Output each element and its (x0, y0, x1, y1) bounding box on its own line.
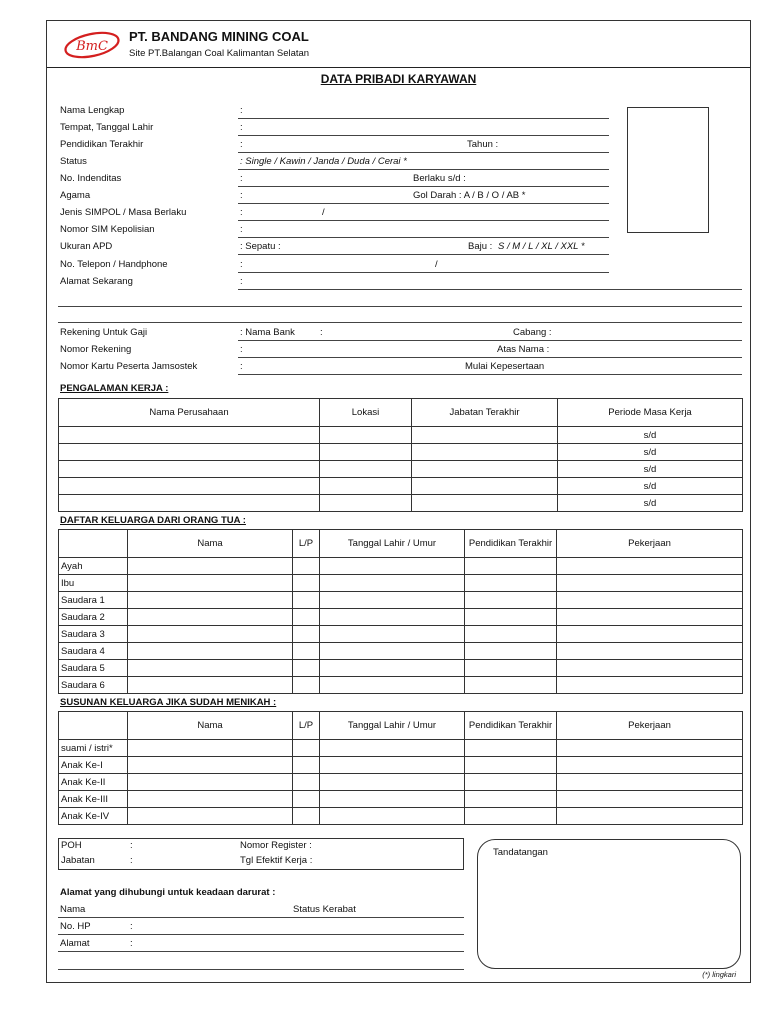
label-baju: Baju : (468, 241, 493, 252)
header-pendidikan: Pendidikan Terakhir (465, 530, 557, 558)
row-label: suami / istri* (59, 740, 128, 757)
table-row (59, 626, 743, 643)
label-darurat-nama: Nama (60, 904, 86, 915)
header-nama: Nama (128, 712, 293, 740)
field-apd (238, 254, 609, 255)
form-page (46, 20, 751, 983)
table-row (59, 427, 743, 444)
field-pendidikan[interactable] (238, 152, 609, 153)
field-darurat-nama[interactable] (58, 917, 464, 918)
label-jabatan: Jabatan (61, 855, 95, 866)
header-tanggal-lahir: Tanggal Lahir / Umur (320, 530, 465, 558)
row-label: Ibu (59, 575, 128, 592)
status-options[interactable]: : Single / Kawin / Janda / Duda / Cerai * (240, 156, 407, 167)
field-darurat-alamat[interactable] (58, 951, 464, 952)
table-row (59, 478, 743, 495)
slash: / (435, 259, 438, 270)
label-jamsostek: Nomor Kartu Peserta Jamsostek (60, 361, 198, 372)
row-label: Saudara 6 (59, 677, 128, 694)
field-alamat-line2[interactable] (58, 306, 742, 307)
field-ttl[interactable] (238, 135, 609, 136)
field-darurat-hp[interactable] (58, 934, 464, 935)
header-lp: L/P (293, 530, 320, 558)
table-row (59, 643, 743, 660)
colon: : (240, 361, 243, 372)
label-efektif: Tgl Efektif Kerja : (240, 855, 313, 866)
colon: : (240, 276, 243, 287)
experience-table (58, 398, 743, 512)
header-pekerjaan: Pekerjaan (557, 530, 743, 558)
footnote: (*) lingkari (702, 970, 736, 979)
label-rekening: Rekening Untuk Gaji (60, 327, 148, 338)
label-berlaku: Berlaku s/d : (413, 173, 466, 184)
label-kepesertaan: Mulai Kepesertaan (465, 361, 545, 372)
colon: : (240, 122, 243, 133)
cell-sd[interactable]: s/d (558, 478, 743, 495)
table-row (59, 808, 743, 825)
field-simpol[interactable] (238, 220, 609, 221)
section-pengalaman: PENGALAMAN KERJA : (60, 383, 169, 394)
cell-sd[interactable]: s/d (558, 495, 743, 512)
gol-darah-options[interactable]: Gol Darah : A / B / O / AB * (413, 190, 526, 201)
company-site: Site PT.Balangan Coal Kalimantan Selatan (129, 48, 310, 59)
row-label: Saudara 4 (59, 643, 128, 660)
label-alamat: Alamat Sekarang (60, 276, 133, 287)
table-row (59, 677, 743, 694)
row-label: Anak Ke-II (59, 774, 128, 791)
header-jabatan: Jabatan Terakhir (412, 399, 558, 427)
header-lp: L/P (293, 712, 320, 740)
table-row (59, 592, 743, 609)
header-nama-perusahaan: Nama Perusahaan (59, 399, 320, 427)
header-periode: Periode Masa Kerja (558, 399, 743, 427)
label-nama: Nama Lengkap (60, 105, 125, 116)
row-label: Anak Ke-I (59, 757, 128, 774)
field-alamat[interactable] (238, 289, 742, 290)
colon: : (130, 855, 133, 866)
colon: : (240, 190, 243, 201)
header-tanggal-lahir: Tanggal Lahir / Umur (320, 712, 465, 740)
label-cabang: Cabang : (513, 327, 552, 338)
label-ttl: Tempat, Tanggal Lahir (60, 122, 154, 133)
field-identitas[interactable] (238, 186, 609, 187)
field-jamsostek[interactable] (238, 374, 742, 375)
label-status-kerabat: Status Kerabat (293, 904, 356, 915)
table-row (59, 558, 743, 575)
row-label: Anak Ke-IV (59, 808, 128, 825)
section-divider (58, 322, 742, 323)
page-title: DATA PRIBADI KARYAWAN (320, 72, 477, 86)
header-nama: Nama (128, 530, 293, 558)
colon: : (130, 840, 133, 851)
label-darurat-hp: No. HP (60, 921, 91, 932)
label-poh: POH (61, 840, 82, 851)
table-row (59, 774, 743, 791)
label-nomor-rekening: Nomor Rekening (60, 344, 132, 355)
section-darurat: Alamat yang dihubungi untuk keadaan darurat : (60, 887, 276, 898)
colon: : (240, 173, 243, 184)
colon: : (240, 105, 243, 116)
signature-box[interactable] (477, 839, 741, 969)
table-row (59, 660, 743, 677)
table-row (59, 791, 743, 808)
svg-text:BmC: BmC (76, 39, 108, 54)
row-label: Ayah (59, 558, 128, 575)
row-label: Anak Ke-III (59, 791, 128, 808)
colon: : (130, 938, 133, 949)
table-row (59, 609, 743, 626)
table-row (59, 495, 743, 512)
table-row (59, 461, 743, 478)
slash: / (322, 207, 325, 218)
field-sim[interactable] (238, 237, 609, 238)
table-row (59, 575, 743, 592)
photo-box (627, 107, 709, 233)
colon: : (130, 921, 133, 932)
label-status: Status (60, 156, 87, 167)
row-label: Saudara 2 (59, 609, 128, 626)
label-identitas: No. Indenditas (60, 173, 122, 184)
label-telepon: No. Telepon / Handphone (60, 259, 168, 270)
field-bank[interactable] (238, 340, 742, 341)
field-agama[interactable] (238, 203, 609, 204)
label-tandatangan: Tandatangan (493, 847, 548, 858)
label-sim: Nomor SIM Kepolisian (60, 224, 155, 235)
field-nama[interactable] (238, 118, 609, 119)
field-darurat-alamat-line2[interactable] (58, 969, 464, 970)
label-simpol: Jenis SIMPOL / Masa Berlaku (60, 207, 187, 218)
field-telepon[interactable] (238, 272, 609, 273)
company-logo (61, 29, 123, 61)
colon: : (240, 259, 243, 270)
label-darurat-alamat: Alamat (60, 938, 90, 949)
colon: : (240, 224, 243, 235)
label-nama-bank: : Nama Bank (240, 327, 295, 338)
married-table (58, 711, 743, 825)
cell-sd[interactable]: s/d (558, 427, 743, 444)
header-pekerjaan: Pekerjaan (557, 712, 743, 740)
table-row (59, 757, 743, 774)
colon: : (240, 207, 243, 218)
colon: : (240, 139, 243, 150)
table-row (59, 740, 743, 757)
section-menikah: SUSUNAN KELUARGA JIKA SUDAH MENIKAH : (60, 697, 277, 708)
label-register: Nomor Register : (240, 840, 312, 851)
field-nomor-rekening[interactable] (238, 357, 742, 358)
header-pendidikan: Pendidikan Terakhir (465, 712, 557, 740)
row-label: Saudara 3 (59, 626, 128, 643)
section-keluarga: DAFTAR KELUARGA DARI ORANG TUA : (60, 515, 246, 526)
family-table (58, 529, 743, 694)
header-divider (47, 67, 750, 68)
baju-options[interactable]: S / M / L / XL / XXL * (498, 241, 585, 252)
field-status (238, 169, 609, 170)
row-label: Saudara 1 (59, 592, 128, 609)
label-apd: Ukuran APD (60, 241, 113, 252)
label-sepatu: : Sepatu : (240, 241, 281, 252)
label-agama: Agama (60, 190, 91, 201)
cell-sd[interactable]: s/d (558, 444, 743, 461)
row-label: Saudara 5 (59, 660, 128, 677)
cell-sd[interactable]: s/d (558, 461, 743, 478)
table-row (59, 444, 743, 461)
colon: : (240, 344, 243, 355)
header-lokasi: Lokasi (320, 399, 412, 427)
company-name: PT. BANDANG MINING COAL (129, 29, 309, 44)
label-tahun: Tahun : (467, 139, 499, 150)
label-pendidikan: Pendidikan Terakhir (60, 139, 144, 150)
colon: : (320, 327, 323, 338)
label-atas-nama: Atas Nama : (497, 344, 550, 355)
